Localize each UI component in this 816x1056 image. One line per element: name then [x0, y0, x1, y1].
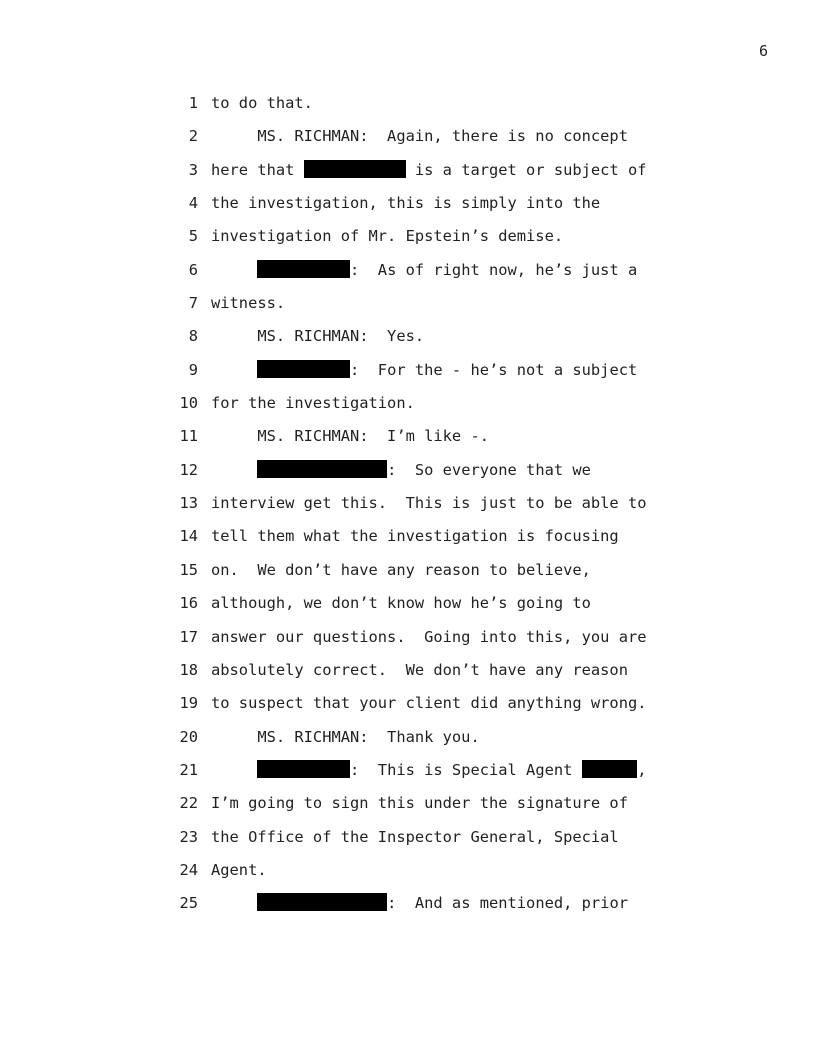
- line-text-segment: : As of right now, he’s just a: [350, 260, 638, 279]
- line-number: 24: [179, 860, 198, 879]
- line-number: 14: [179, 527, 198, 546]
- line-text: [211, 560, 591, 580]
- line-text-segment: [211, 261, 257, 279]
- line-number: 19: [179, 694, 198, 713]
- transcript-line: [170, 760, 690, 793]
- line-text-segment: for the investigation.: [211, 394, 415, 413]
- transcript-line: [170, 260, 690, 293]
- transcript-line: [170, 160, 690, 193]
- line-text: [211, 627, 647, 647]
- transcript-line: [170, 193, 690, 226]
- line-number: 7: [188, 294, 198, 313]
- line-text: [211, 693, 647, 713]
- line-text: [211, 827, 619, 847]
- transcript-line: [170, 126, 690, 159]
- line-text-segment: MS. RICHMAN: I’m like -.: [211, 427, 489, 446]
- line-text-segment: absolutely correct. We don’t have any reason: [211, 660, 628, 679]
- line-text: [211, 93, 313, 113]
- transcript-line: [170, 460, 690, 493]
- line-text: [211, 193, 600, 213]
- transcript-line: [170, 660, 690, 693]
- line-text: [211, 226, 563, 246]
- line-number: 5: [188, 227, 198, 246]
- line-text: [211, 426, 489, 446]
- line-text-segment: [211, 761, 257, 779]
- line-text-segment: here that: [211, 160, 304, 179]
- line-number: 15: [179, 560, 198, 579]
- line-text-segment: MS. RICHMAN: Again, there is no concept: [211, 127, 628, 146]
- transcript-line: [170, 793, 690, 826]
- transcript-line: [170, 93, 690, 126]
- line-text-segment: Agent.: [211, 860, 267, 879]
- transcript-line: [170, 326, 690, 359]
- line-text-segment: interview get this. This is just to be able to: [211, 494, 647, 513]
- line-text-segment: ,: [637, 760, 647, 779]
- line-text: [211, 793, 628, 813]
- transcript-body: [170, 93, 690, 927]
- transcript-line: [170, 593, 690, 626]
- line-text: [211, 460, 591, 480]
- line-number: 21: [179, 760, 198, 779]
- line-number: 18: [179, 660, 198, 679]
- transcript-line: [170, 526, 690, 559]
- transcript-line: [170, 360, 690, 393]
- transcript-line: [170, 293, 690, 326]
- page-number: 6: [758, 42, 768, 60]
- redaction-block: [257, 460, 387, 478]
- line-text-segment: on. We don’t have any reason to believe,: [211, 560, 591, 579]
- line-text-segment: : So everyone that we: [387, 460, 591, 479]
- transcript-line: [170, 560, 690, 593]
- line-number: 6: [188, 260, 198, 279]
- line-text-segment: MS. RICHMAN: Yes.: [211, 327, 425, 346]
- line-number: 23: [179, 827, 198, 846]
- line-number: 2: [188, 127, 198, 146]
- line-text-segment: [211, 361, 257, 379]
- line-text: [211, 660, 628, 680]
- line-text-segment: : This is Special Agent: [350, 760, 582, 779]
- line-text: [211, 893, 628, 913]
- line-number: 8: [188, 327, 198, 346]
- line-text-segment: MS. RICHMAN: Thank you.: [211, 727, 480, 746]
- line-number: 17: [179, 627, 198, 646]
- line-text-segment: [211, 894, 257, 912]
- line-text: [211, 727, 480, 747]
- line-number: 25: [179, 894, 198, 913]
- line-text: [211, 860, 267, 880]
- line-text: [211, 293, 285, 313]
- line-text: [211, 493, 647, 513]
- transcript-line: [170, 860, 690, 893]
- line-text-segment: although, we don’t know how he’s going to: [211, 594, 591, 613]
- line-text: [211, 260, 637, 280]
- line-text: [211, 393, 415, 413]
- redaction-block: [257, 893, 387, 911]
- line-text-segment: : For the - he’s not a subject: [350, 360, 638, 379]
- line-number: 12: [179, 460, 198, 479]
- line-text-segment: I’m going to sign this under the signature of: [211, 794, 628, 813]
- line-text-segment: to suspect that your client did anything wrong.: [211, 694, 647, 713]
- line-text-segment: the Office of the Inspector General, Special: [211, 827, 619, 846]
- line-number: 13: [179, 494, 198, 513]
- redaction-block: [304, 160, 406, 178]
- line-number: 9: [188, 360, 198, 379]
- line-text-segment: to do that.: [211, 94, 313, 112]
- line-text-segment: answer our questions. Going into this, you are: [211, 627, 647, 646]
- line-text-segment: tell them what the investigation is focusing: [211, 527, 619, 546]
- transcript-line: [170, 627, 690, 660]
- line-text-segment: is a target or subject of: [405, 160, 647, 179]
- line-text: [211, 160, 647, 180]
- line-number: 22: [179, 794, 198, 813]
- line-number: 16: [179, 594, 198, 613]
- line-text: [211, 126, 628, 146]
- line-text: [211, 593, 591, 613]
- line-number: 11: [179, 427, 198, 446]
- redaction-block: [257, 760, 350, 778]
- redaction-block: [257, 360, 350, 378]
- transcript-line: [170, 493, 690, 526]
- line-number: 1: [188, 94, 198, 112]
- line-number: 4: [188, 194, 198, 213]
- line-text-segment: [211, 461, 257, 479]
- line-text-segment: : And as mentioned, prior: [387, 894, 628, 913]
- line-text: [211, 526, 619, 546]
- transcript-line: [170, 226, 690, 259]
- redaction-block: [257, 260, 350, 278]
- line-text-segment: investigation of Mr. Epstein’s demise.: [211, 227, 564, 246]
- transcript-line: [170, 893, 690, 926]
- transcript-line: [170, 827, 690, 860]
- transcript-line: [170, 393, 690, 426]
- line-text: [211, 760, 647, 780]
- line-text-segment: witness.: [211, 294, 286, 313]
- line-text: [211, 326, 424, 346]
- line-text-segment: the investigation, this is simply into the: [211, 194, 601, 213]
- transcript-line: [170, 426, 690, 459]
- redaction-block: [582, 760, 638, 778]
- line-text: [211, 360, 637, 380]
- line-number: 20: [179, 727, 198, 746]
- transcript-line: [170, 693, 690, 726]
- line-number: 3: [188, 160, 198, 179]
- transcript-line: [170, 727, 690, 760]
- line-number: 10: [179, 394, 198, 413]
